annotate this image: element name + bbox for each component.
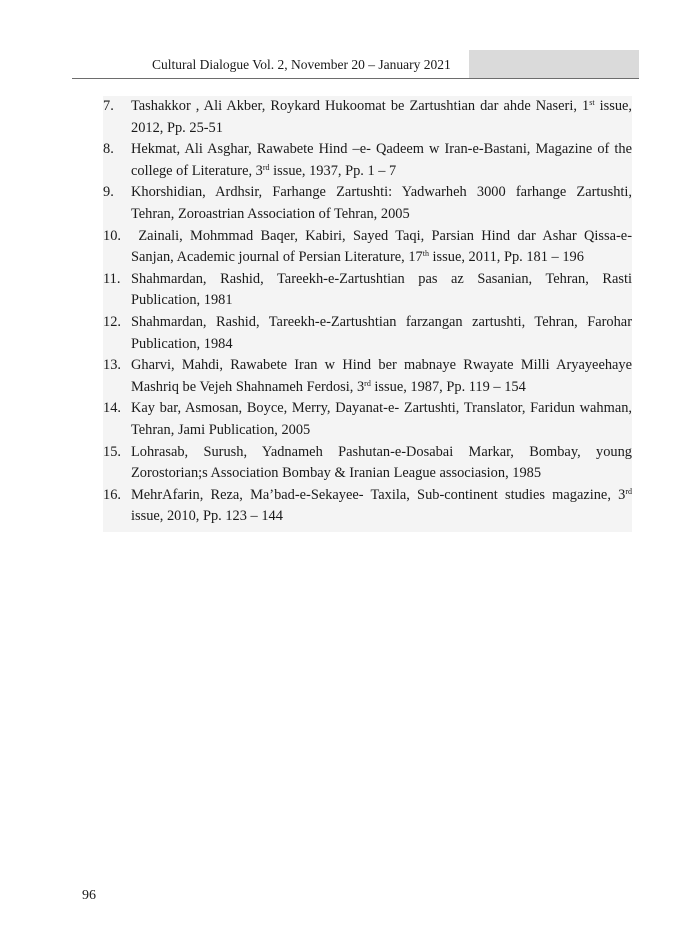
reference-item (103, 398, 632, 441)
reference-number: 9. (103, 184, 114, 201)
reference-list (103, 96, 632, 532)
reference-number: 14. (103, 400, 121, 417)
journal-title: Cultural Dialogue Vol. 2, November 20 – January 2021 (152, 57, 451, 72)
reference-text: Lohrasab, Surush, Yadnameh Pashutan-e-Dosabai Markar, Bombay, young Zorostorian;s Association Bombay & Iranian League associasion, 1985 (131, 443, 632, 482)
reference-item (103, 269, 632, 312)
reference-number: 15. (103, 443, 121, 460)
reference-number: 10. (103, 227, 121, 244)
reference-text: Kay bar, Asmosan, Boyce, Merry, Dayanat-e- Zartushti, Translator, Faridun wahman, Tehran, Jami Publication, 2005 (131, 400, 632, 438)
reference-item (103, 182, 632, 225)
reference-item (103, 485, 632, 528)
reference-text: Gharvi, Mahdi, Rawabete Iran w Hind ber mabnaye Rwayate Milli Aryayeehaye Mashriq be Vejeh Shahnameh Ferdosi, 3rd issue, 1987, Pp. 119 – 154 (131, 357, 632, 395)
reference-item (103, 139, 632, 182)
reference-number: 12. (103, 313, 121, 330)
reference-text: Tashakkor , Ali Akber, Roykard Hukoomat be Zartushtian dar ahde Naseri, 1st issue, 2012, Pp. 25-51 (131, 98, 632, 136)
reference-item (103, 312, 632, 355)
reference-number: 11. (103, 270, 121, 287)
reference-text: Hekmat, Ali Asghar, Rawabete Hind –e- Qadeem w Iran-e-Bastani, Magazine of the college of Literature, 3rd issue, 1937, Pp. 1 – 7 (131, 141, 632, 179)
reference-text: MehrAfarin, Reza, Ma’bad-e-Sekayee- Taxila, Sub-continent studies magazine, 3rd issue, 2010, Pp. 123 – 144 (131, 486, 632, 525)
reference-number: 7. (103, 98, 114, 114)
reference-text: Zainali, Mohmmad Baqer, Kabiri, Sayed Taqi, Parsian Hind dar Ashar Qissa-e-Sanjan, Academic journal of Persian Literature, 17th issue, 2011, Pp. 181 – 196 (131, 227, 632, 266)
reference-number: 13. (103, 357, 121, 374)
reference-item (103, 96, 632, 139)
reference-text: Khorshidian, Ardhsir, Farhange Zartushti: Yadwarheh 3000 farhange Zartushti, Tehran, Zoroastrian Association of Tehran, 2005 (131, 184, 632, 222)
reference-text: Shahmardan, Rashid, Tareekh-e-Zartushtian farzangan zartushti, Tehran, Farohar Publication, 1984 (131, 313, 632, 352)
reference-number: 8. (103, 141, 114, 158)
page-number: 96 (82, 888, 96, 903)
header-shade-block (469, 50, 639, 78)
reference-number: 16. (103, 486, 121, 503)
reference-text: Shahmardan, Rashid, Tareekh-e-Zartushtian pas az Sasanian, Tehran, Rasti Publication, 1981 (131, 270, 632, 309)
reference-item (103, 226, 632, 269)
reference-item (103, 442, 632, 485)
running-header (72, 50, 639, 79)
reference-item (103, 355, 632, 398)
